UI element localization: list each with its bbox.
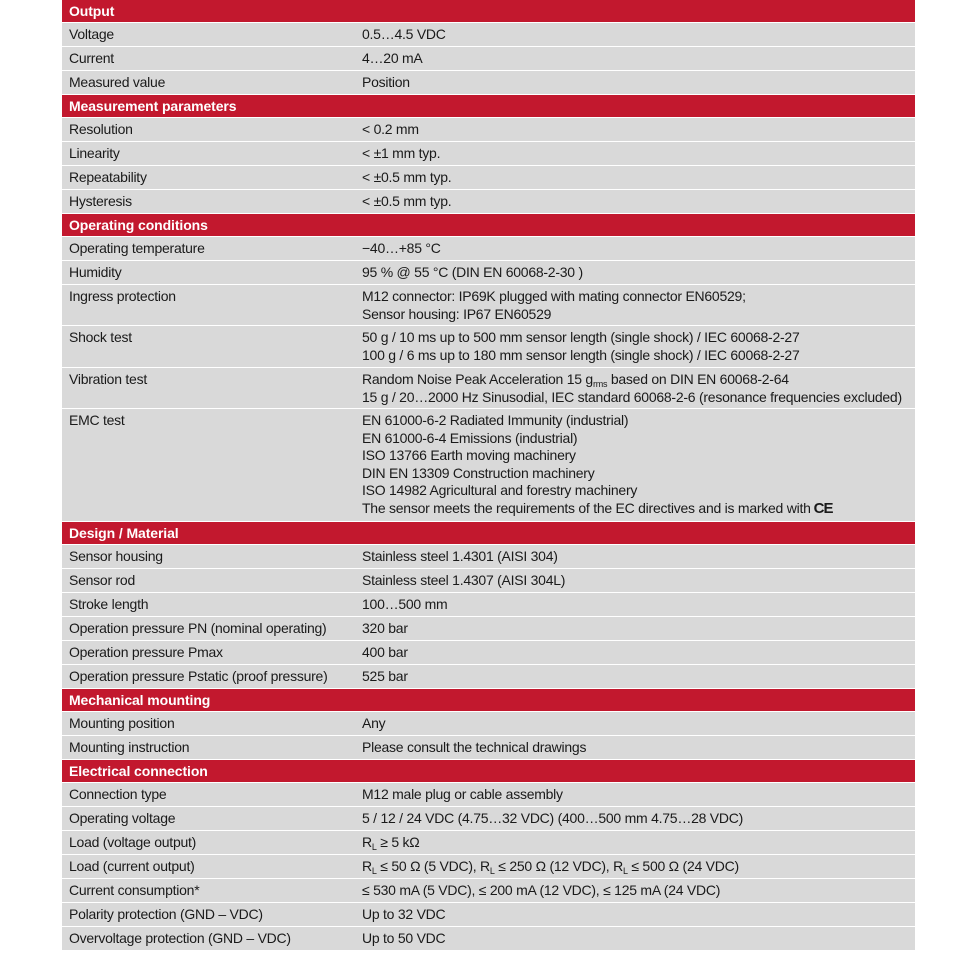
param-label: Resolution — [69, 121, 133, 137]
section-header-measurement-parameters: Measurement parameters — [62, 95, 915, 118]
param-value: EN 61000-6-2 Radiated Immunity (industrial) EN 61000-6-4 Emissions (industrial) ISO 13766 Earth moving machinery DIN EN 13309 Construction machinery ISO 14982 Agricultural and forestry machinery The sensor meets the requirements of the EC directives and is marked with CE — [362, 412, 833, 517]
table-row — [62, 118, 915, 142]
param-label: Shock test — [69, 329, 132, 345]
param-value: < ±0.5 mm typ. — [362, 169, 452, 185]
param-value: 525 bar — [362, 668, 408, 684]
param-value: Up to 32 VDC — [362, 906, 446, 922]
param-value: 400 bar — [362, 644, 408, 660]
table-row — [62, 142, 915, 166]
param-label: Operation pressure Pstatic (proof pressure) — [69, 668, 328, 684]
param-value: 50 g / 10 ms up to 500 mm sensor length (single shock) / IEC 60068-2-27 100 g / 6 ms up to 180 mm sensor length (single shock) / IEC 60068-2-27 — [362, 329, 800, 363]
table-row — [62, 783, 915, 807]
param-label: Operation pressure Pmax — [69, 644, 223, 660]
param-label: Vibration test — [69, 371, 147, 387]
param-value: Stainless steel 1.4307 (AISI 304L) — [362, 572, 566, 588]
param-label: Connection type — [69, 786, 167, 802]
param-value: 4…20 mA — [362, 50, 423, 66]
section-header-operating-conditions: Operating conditions — [62, 214, 915, 237]
param-label: Polarity protection (GND – VDC) — [69, 906, 263, 922]
table-row — [62, 641, 915, 665]
param-label: Operating temperature — [69, 240, 205, 256]
table-row — [62, 807, 915, 831]
param-label: Sensor housing — [69, 548, 163, 564]
table-row — [62, 23, 915, 47]
table-row — [62, 831, 915, 855]
table-row — [62, 855, 915, 879]
param-label: Mounting instruction — [69, 739, 190, 755]
param-label: Repeatability — [69, 169, 147, 185]
param-label: Linearity — [69, 145, 120, 161]
table-row — [62, 71, 915, 95]
param-value: < ±0.5 mm typ. — [362, 193, 452, 209]
param-label: EMC test — [69, 412, 125, 428]
param-label: Overvoltage protection (GND – VDC) — [69, 930, 291, 946]
param-value: 5 / 12 / 24 VDC (4.75…32 VDC) (400…500 mm 4.75…28 VDC) — [362, 810, 744, 826]
table-row — [62, 879, 915, 903]
param-label: Sensor rod — [69, 572, 135, 588]
table-row — [62, 166, 915, 190]
param-value: Stainless steel 1.4301 (AISI 304) — [362, 548, 558, 564]
param-value: $R_L \ge 5$ kΩ — [362, 834, 420, 852]
spec-table — [62, 0, 915, 951]
param-label: Ingress protection — [69, 288, 176, 304]
param-label: Humidity — [69, 264, 122, 280]
param-value: < 0.2 mm — [362, 121, 419, 137]
table-row — [62, 569, 915, 593]
param-value: 0.5…4.5 VDC — [362, 26, 446, 42]
table-row — [62, 545, 915, 569]
table-row — [62, 47, 915, 71]
param-label: Measured value — [69, 74, 166, 90]
param-value: Any — [362, 715, 386, 731]
table-row — [62, 665, 915, 689]
table-row — [62, 285, 915, 326]
table-row — [62, 736, 915, 760]
param-value: $R_L \le 50$ Ω (5 VDC), $R_L \le 250$ Ω (12 VDC), $R_L \le 500$ Ω (24 VDC) — [362, 858, 739, 876]
table-row — [62, 617, 915, 641]
param-label: Mounting position — [69, 715, 175, 731]
param-value: −40…+85 °C — [362, 240, 441, 256]
param-value: Please consult the technical drawings — [362, 739, 587, 755]
param-label: Load (voltage output) — [69, 834, 197, 850]
param-label: Stroke length — [69, 596, 149, 612]
table-row — [62, 368, 915, 409]
table-row — [62, 190, 915, 214]
param-label: Current consumption* — [69, 882, 200, 898]
param-label: Operating voltage — [69, 810, 176, 826]
param-label: Voltage — [69, 26, 114, 42]
section-header-design-material: Design / Material — [62, 522, 915, 545]
param-label: Operation pressure PN (nominal operating) — [69, 620, 327, 636]
param-value: Up to 50 VDC — [362, 930, 446, 946]
param-value: M12 connector: IP69K plugged with mating connector EN60529; Sensor housing: IP67 EN60529 — [362, 288, 746, 322]
table-row — [62, 237, 915, 261]
ce-mark-icon: CE — [813, 499, 833, 517]
param-value: Position — [362, 74, 410, 90]
param-label: Current — [69, 50, 114, 66]
table-row — [62, 593, 915, 617]
param-value: 320 bar — [362, 620, 408, 636]
table-row — [62, 903, 915, 927]
table-row — [62, 261, 915, 285]
param-value: 100…500 mm — [362, 596, 448, 612]
section-header-mechanical-mounting: Mechanical mounting — [62, 689, 915, 712]
section-header-output: Output — [62, 0, 915, 23]
table-row — [62, 409, 915, 522]
param-value: < ±1 mm typ. — [362, 145, 441, 161]
param-label: Load (current output) — [69, 858, 195, 874]
table-row — [62, 927, 915, 951]
table-row — [62, 326, 915, 368]
param-value: Random Noise Peak Acceleration 15 $g_{rms}$ based on DIN EN 60068-2-64 15 g / 20…2000 Hz Sinusodial, IEC standard 60068-2-6 (resonance frequencies excluded) — [362, 371, 902, 405]
section-header-electrical-connection: Electrical connection — [62, 760, 915, 783]
param-value: M12 male plug or cable assembly — [362, 786, 563, 802]
param-value: ≤ 530 mA (5 VDC), ≤ 200 mA (12 VDC), ≤ 125 mA (24 VDC) — [362, 882, 721, 898]
table-row — [62, 712, 915, 736]
param-label: Hysteresis — [69, 193, 132, 209]
param-value: 95 % @ 55 °C (DIN EN 60068-2-30 ) — [362, 264, 583, 280]
